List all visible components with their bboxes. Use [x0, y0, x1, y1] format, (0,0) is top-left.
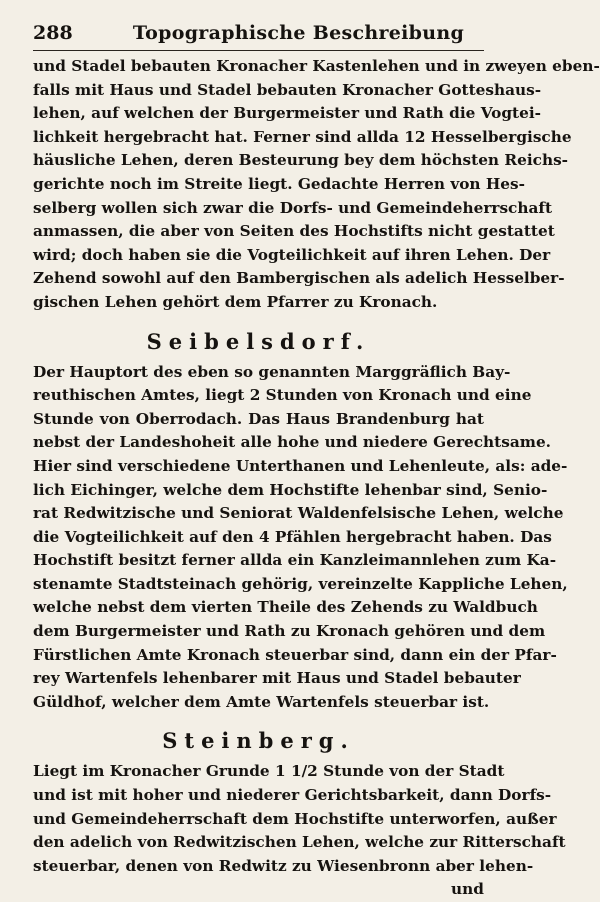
text-line: den adelich von Redwitzischen Lehen, welche zur Ritterschaft [33, 833, 566, 852]
text-line: lich Eichinger, welche dem Hochstifte lehenbar sind, Senio- [33, 480, 548, 499]
text-line: Fürstlichen Amte Kronach steuerbar sind, dann ein der Pfar- [33, 645, 557, 664]
text-line: dem Burgermeister und Rath zu Kronach gehören und dem [33, 622, 546, 641]
text-line: lichkeit hergebracht hat. Ferner sind allda 12 Hesselbergische [33, 127, 572, 146]
text-line: rat Redwitzische und Seniorat Waldenfelsische Lehen, welche [33, 504, 564, 523]
section-heading-seibelsdorf: Seibelsdorf. [146, 328, 371, 354]
text-line: und Gemeindeherrschaft dem Hochstifte unterworfen, außer [33, 809, 557, 828]
text-line: nebst der Landeshoheit alle hohe und niedere Gerechtsame. [33, 433, 552, 452]
text-line: stenamte Stadtsteinach gehörig, vereinzelte Kappliche Lehen, [33, 574, 568, 593]
text-line: gischen Lehen gehört dem Pfarrer zu Kronach. [33, 292, 438, 311]
text-line: Liegt im Kronacher Grunde 1 1/2 Stunde von der Stadt [33, 762, 505, 781]
text-line: Stunde von Oberrodach. Das Haus Brandenburg hat [33, 409, 484, 428]
text-line: Hochstift besitzt ferner allda ein Kanzleimannlehen zum Ka- [33, 551, 557, 570]
text-line: Güldhof, welcher dem Amte Wartenfels steuerbar ist. [33, 692, 490, 711]
paragraph-1 [33, 55, 600, 315]
paragraph-3 [33, 760, 566, 902]
body-text [33, 55, 600, 902]
text-line: welche nebst dem vierten Theile des Zehends zu Waldbuch [33, 598, 538, 617]
text-line: rey Wartenfels lehenbarer mit Haus und Stadel bebauter [33, 669, 521, 688]
text-line: gerichte noch im Streite liegt. Gedachte Herren von Hes- [33, 174, 526, 193]
text-line: wird; doch haben sie die Vogteilichkeit auf ihren Lehen. Der [33, 245, 551, 264]
text-line: Zehend sowohl auf den Bambergischen als adelich Hesselber- [33, 269, 565, 288]
page-number: 288 [33, 22, 73, 44]
text-line: reuthischen Amtes, liegt 2 Stunden von Kronach und eine [33, 386, 532, 405]
running-title: Topographische Beschreibung [132, 22, 465, 44]
text-line: die Vogteilichkeit auf den 4 Pfählen hergebracht haben. Das [33, 527, 552, 546]
text-line: und Stadel bebauten Kronacher Kastenlehen und in zweyen eben- [33, 57, 600, 75]
section-heading-steinberg: Steinberg. [162, 728, 355, 754]
page-header [33, 20, 484, 51]
text-line: Hier sind verschiedene Unterthanen und Lehenleute, als: ade- [33, 456, 568, 475]
text-line: häusliche Lehen, deren Besteurung bey dem höchsten Reichs- [33, 151, 569, 170]
text-line: und ist mit hoher und niederer Gerichtsbarkeit, dann Dorfs- [33, 786, 552, 805]
text-line: lehen, auf welchen der Burgermeister und Rath die Vogtei- [33, 104, 542, 123]
text-line: Der Hauptort des eben so genannten Marggräflich Bay- [33, 362, 511, 381]
text-line: selberg wollen sich zwar die Dorfs- und Gemeindeherrschaft [33, 198, 553, 217]
paragraph-2 [33, 361, 568, 715]
text-line: falls mit Haus und Stadel bebauten Kronacher Gotteshaus- [33, 80, 542, 99]
text-line: steuerbar, denen von Redwitz zu Wiesenbronn aber lehen- [33, 856, 534, 875]
catchword: und [451, 880, 484, 899]
text-line: anmassen, die aber von Seiten des Hochstifts nicht gestattet [33, 222, 555, 241]
